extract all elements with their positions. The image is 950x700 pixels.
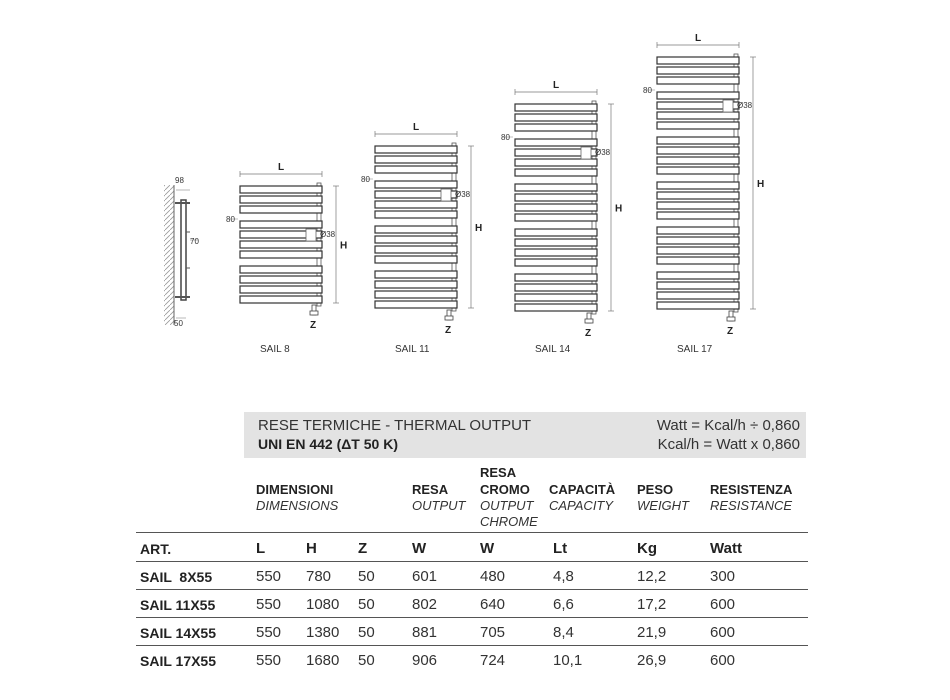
towel-bar [657,212,739,219]
cell-wc: 724 [480,652,506,669]
side-view [164,176,199,328]
header-dimensioni: DIMENSIONI [256,482,334,497]
towel-bar [240,266,322,273]
dim-L: L [278,162,285,173]
towel-bar [240,286,322,293]
cell-watt: 600 [710,624,736,641]
towel-bar [240,251,322,258]
unit-W: W [412,540,427,557]
cell-kg: 26,9 [637,652,667,669]
cell-z: 50 [358,624,375,641]
rule-3 [136,617,808,618]
header-capacity: CAPACITY [549,498,614,513]
conversion-watt: Watt = Kcal/h ÷ 0,860 [656,417,800,434]
header-resa: RESA [412,482,449,497]
cell-watt: 600 [710,652,736,669]
towel-bar [375,291,457,298]
towel-bar [515,274,597,281]
dim-L: L [553,80,560,91]
banner-title: RESE TERMICHE - THERMAL OUTPUT [258,417,532,434]
towel-bar [515,114,597,121]
dim-Z: Z [727,326,734,337]
towel-bar [657,227,739,234]
towel-bar [515,194,597,201]
dim-L: L [413,122,420,133]
towel-bar [375,181,457,188]
towel-bar [515,294,597,301]
cell-l: 550 [256,568,282,585]
front-view-3 [501,80,622,355]
towel-bar [240,196,322,203]
towel-bar [375,281,457,288]
towel-bar [375,211,457,218]
towel-bar [657,282,739,289]
cell-z: 50 [358,568,375,585]
towel-bar [657,67,739,74]
cell-h: 1080 [306,596,340,613]
header-capacita: CAPACITÀ [549,482,616,497]
towel-bar [657,112,739,119]
cell-kg: 12,2 [637,568,667,585]
towel-bar [375,156,457,163]
towel-bar [375,226,457,233]
rule-top [136,532,808,533]
header-art: ART. [140,541,172,557]
towel-bar [240,221,322,228]
towel-bar [515,259,597,266]
cell-l: 550 [256,596,282,613]
unit-Watt: Watt [710,540,742,557]
dim-50: 50 [174,319,183,328]
towel-bar [657,92,739,99]
towel-bar [657,257,739,264]
dim-98: 98 [175,176,184,185]
towel-bar [515,304,597,311]
towel-bar [375,146,457,153]
header-resistance: RESISTANCE [710,498,793,513]
dim-Z: Z [445,325,452,336]
towel-bar [515,204,597,211]
cell-w: 906 [412,652,438,669]
towel-bar [657,77,739,84]
header-resistenza: RESISTENZA [710,482,793,497]
towel-bar [657,302,739,309]
towel-bar [375,166,457,173]
front-view-1 [226,162,347,355]
rule-2 [136,589,808,590]
cell-w: 601 [412,568,438,585]
dim-80: 80 [643,86,652,95]
dim-pipe-38: Ø38 [737,101,753,110]
front-view-4 [643,33,764,355]
unit-L: L [256,540,266,557]
towel-bar [515,159,597,166]
towel-bar [515,249,597,256]
towel-bar [515,239,597,246]
towel-bar [375,236,457,243]
cell-art: SAIL 8X55 [140,569,213,585]
dim-80: 80 [361,175,370,184]
header-weight: WEIGHT [637,498,689,513]
towel-bar [515,169,597,176]
header-resa-cromo-1: RESA [480,465,517,480]
towel-bar [240,206,322,213]
towel-bar [240,241,322,248]
dim-H: H [615,203,623,215]
dim-Z: Z [585,328,592,339]
cell-kg: 17,2 [637,596,667,613]
cell-watt: 300 [710,568,736,585]
cell-h: 780 [306,568,332,585]
model-name: SAIL 11 [395,344,430,355]
unit-H: H [306,540,317,557]
cell-art: SAIL 14X55 [140,625,217,641]
towel-bar [375,201,457,208]
dim-Z: Z [310,320,317,331]
front-view-2 [361,122,482,355]
cell-lt: 6,6 [553,596,574,613]
header-resa-cromo-2: CROMO [480,482,530,497]
towel-bar [375,246,457,253]
dim-80: 80 [226,215,235,224]
unit-Kg: Kg [637,540,657,557]
cell-h: 1680 [306,652,340,669]
towel-bar [657,202,739,209]
header-output-chrome-2: CHROME [480,514,538,529]
towel-bar [657,137,739,144]
towel-bar [515,184,597,191]
dim-80: 80 [501,133,510,142]
header-peso: PESO [637,482,674,497]
towel-bar [657,167,739,174]
conversion-kcal: Kcal/h = Watt x 0,860 [657,436,800,453]
header-dimensions: DIMENSIONS [256,498,339,513]
cell-art: SAIL 17X55 [140,653,217,669]
model-name: SAIL 14 [535,344,571,355]
header-output-chrome-1: OUTPUT [480,498,534,513]
cell-wc: 480 [480,568,506,585]
cell-watt: 600 [710,596,736,613]
towel-bar [657,147,739,154]
cell-z: 50 [358,596,375,613]
banner-standard: UNI EN 442 (ΔT 50 K) [258,436,398,452]
cell-l: 550 [256,624,282,641]
cell-wc: 705 [480,624,506,641]
cell-w: 802 [412,596,438,613]
rule-1 [136,561,808,562]
thermal-output-banner [244,412,806,458]
dim-pipe-38: Ø38 [320,230,336,239]
towel-bar [515,104,597,111]
dim-pipe-38: Ø38 [455,190,471,199]
model-name: SAIL 8 [260,344,290,355]
towel-bar [515,284,597,291]
cell-lt: 10,1 [553,652,583,669]
towel-bar [240,276,322,283]
towel-bar [375,271,457,278]
cell-h: 1380 [306,624,340,641]
towel-bar [657,237,739,244]
towel-bar [657,157,739,164]
cell-lt: 8,4 [553,624,574,641]
towel-bar [515,229,597,236]
dim-L: L [695,33,702,44]
towel-bar [375,256,457,263]
towel-bar [240,186,322,193]
cell-wc: 640 [480,596,506,613]
towel-bar [515,139,597,146]
cell-l: 550 [256,652,282,669]
dim-70: 70 [190,237,199,246]
dim-H: H [340,240,348,252]
towel-bar [657,272,739,279]
towel-bar [657,182,739,189]
cell-kg: 21,9 [637,624,667,641]
towel-bar [657,192,739,199]
model-name: SAIL 17 [677,344,713,355]
towel-bar [657,292,739,299]
dim-pipe-38: Ø38 [595,148,611,157]
cell-art: SAIL 11X55 [140,597,216,613]
unit-W-chrome: W [480,540,495,557]
towel-bar [657,247,739,254]
cell-lt: 4,8 [553,568,574,585]
towel-bar [657,57,739,64]
towel-bar [515,124,597,131]
towel-bar [375,301,457,308]
header-output: OUTPUT [412,498,466,513]
towel-bar [515,214,597,221]
unit-Z: Z [358,540,368,557]
dim-H: H [475,223,483,234]
rule-4 [136,645,808,646]
towel-bar [240,296,322,303]
towel-bar [657,122,739,129]
cell-w: 881 [412,624,438,641]
cell-z: 50 [358,652,375,669]
dim-H: H [757,179,765,190]
unit-Lt: Lt [553,540,568,557]
